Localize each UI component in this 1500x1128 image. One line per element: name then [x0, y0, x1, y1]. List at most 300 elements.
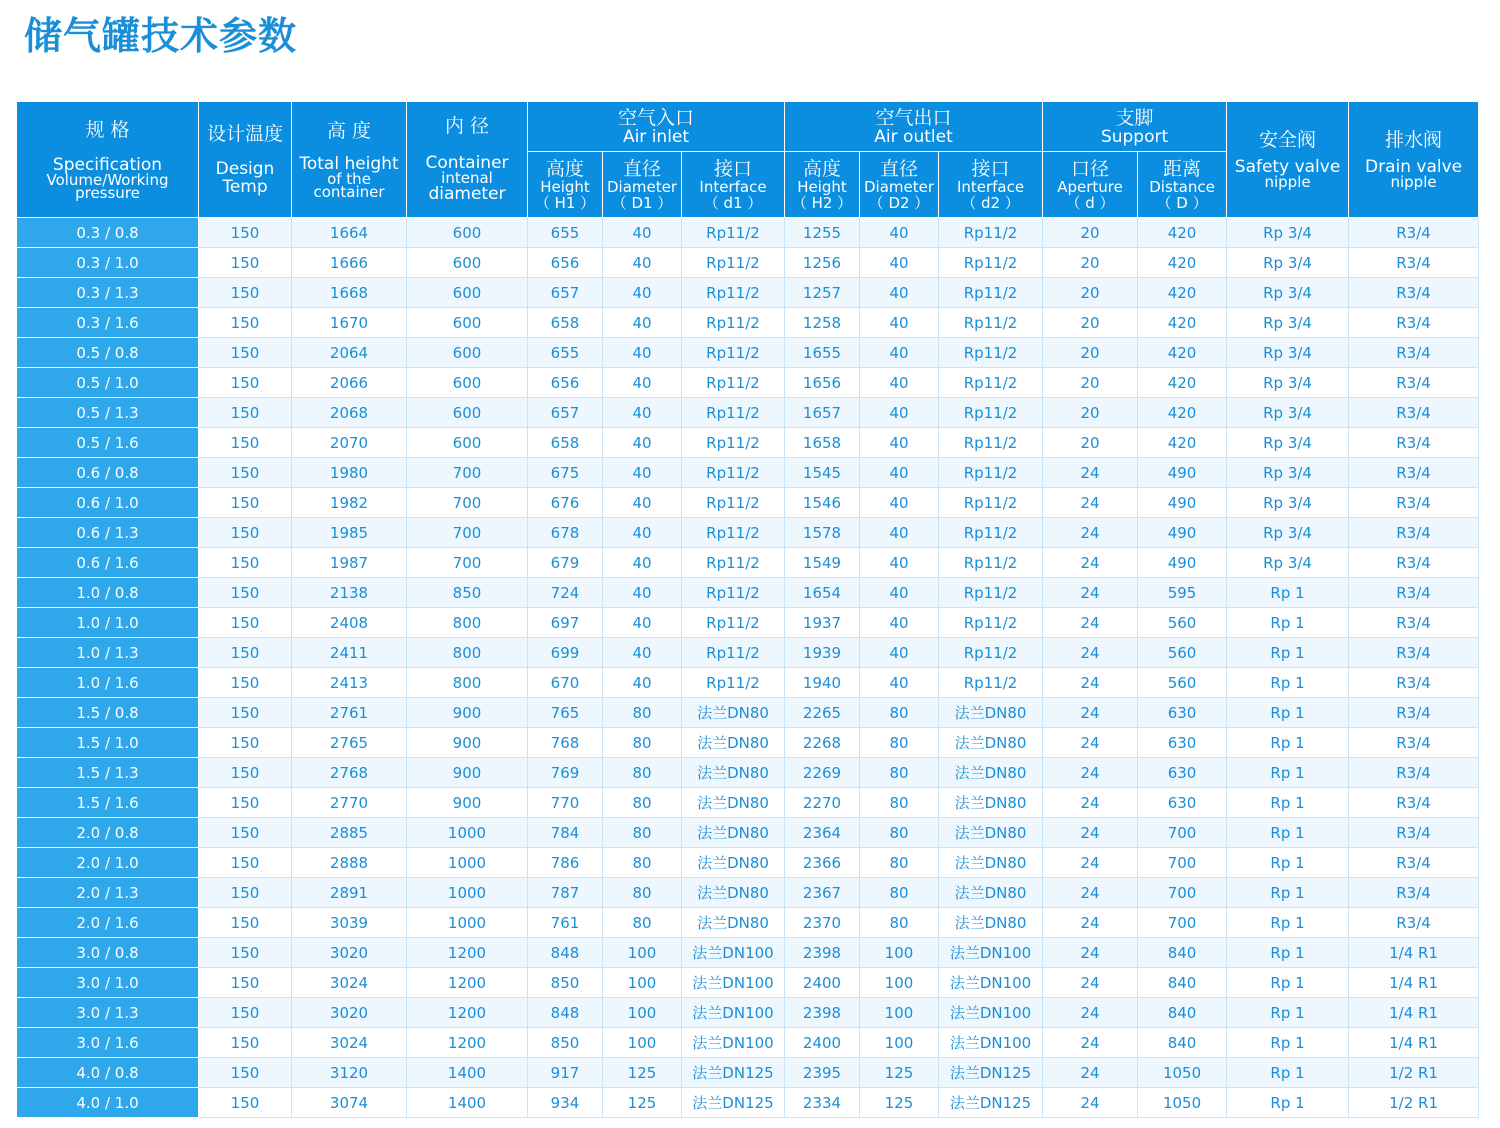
cell-inlet-diameter: 40 [603, 668, 682, 698]
header-support-aperture-sym: （ d ） [1065, 193, 1115, 212]
cell-safety-valve: Rp 1 [1227, 608, 1349, 638]
cell-inner-diameter: 900 [407, 758, 528, 788]
cell-outlet-height: 2366 [785, 848, 860, 878]
cell-spec: 3.0 / 1.0 [17, 968, 199, 998]
cell-inlet-interface: 法兰DN100 [682, 968, 785, 998]
cell-outlet-height: 1937 [785, 608, 860, 638]
header-temp [199, 102, 292, 218]
cell-inlet-height: 724 [528, 578, 603, 608]
header-inlet-diameter-sym: （ D1 ） [611, 193, 673, 212]
cell-inner-diameter: 600 [407, 428, 528, 458]
cell-drain-valve: R3/4 [1349, 548, 1479, 578]
cell-design-temp: 150 [199, 638, 292, 668]
cell-outlet-diameter: 80 [860, 908, 939, 938]
cell-safety-valve: Rp 3/4 [1227, 308, 1349, 338]
cell-outlet-interface: Rp11/2 [939, 368, 1043, 398]
cell-outlet-height: 2334 [785, 1088, 860, 1118]
cell-safety-valve: Rp 1 [1227, 848, 1349, 878]
cell-outlet-interface: 法兰DN100 [939, 998, 1043, 1028]
cell-drain-valve: R3/4 [1349, 428, 1479, 458]
cell-design-temp: 150 [199, 338, 292, 368]
cell-support-aperture: 24 [1043, 548, 1138, 578]
cell-inlet-interface: 法兰DN80 [682, 908, 785, 938]
cell-outlet-diameter: 40 [860, 458, 939, 488]
cell-spec: 1.5 / 0.8 [17, 698, 199, 728]
cell-spec: 2.0 / 0.8 [17, 818, 199, 848]
cell-inlet-diameter: 125 [603, 1088, 682, 1118]
cell-outlet-interface: 法兰DN80 [939, 908, 1043, 938]
table-row [17, 368, 1479, 398]
cell-safety-valve: Rp 1 [1227, 788, 1349, 818]
cell-outlet-diameter: 40 [860, 608, 939, 638]
cell-drain-valve: 1/4 R1 [1349, 938, 1479, 968]
cell-outlet-height: 2398 [785, 938, 860, 968]
table-row [17, 968, 1479, 998]
cell-spec: 1.0 / 0.8 [17, 578, 199, 608]
cell-inlet-diameter: 40 [603, 308, 682, 338]
cell-safety-valve: Rp 3/4 [1227, 338, 1349, 368]
cell-support-aperture: 20 [1043, 428, 1138, 458]
cell-outlet-interface: 法兰DN100 [939, 938, 1043, 968]
cell-outlet-height: 1546 [785, 488, 860, 518]
cell-support-aperture: 20 [1043, 278, 1138, 308]
cell-safety-valve: Rp 3/4 [1227, 278, 1349, 308]
cell-outlet-interface: Rp11/2 [939, 578, 1043, 608]
cell-total-height: 2885 [292, 818, 407, 848]
table-row [17, 908, 1479, 938]
cell-outlet-diameter: 80 [860, 698, 939, 728]
cell-safety-valve: Rp 3/4 [1227, 398, 1349, 428]
cell-outlet-interface: Rp11/2 [939, 458, 1043, 488]
cell-inlet-diameter: 40 [603, 368, 682, 398]
cell-design-temp: 150 [199, 218, 292, 248]
cell-inlet-diameter: 100 [603, 998, 682, 1028]
cell-support-aperture: 24 [1043, 1058, 1138, 1088]
header-safety-zh: 安全阀 [1259, 129, 1317, 151]
cell-spec: 1.5 / 1.3 [17, 758, 199, 788]
table-row [17, 728, 1479, 758]
cell-inlet-interface: Rp11/2 [682, 548, 785, 578]
header-inlet-diameter-en: Diameter [606, 177, 678, 196]
cell-spec: 4.0 / 1.0 [17, 1088, 199, 1118]
cell-inlet-height: 850 [528, 968, 603, 998]
cell-spec: 0.3 / 1.6 [17, 308, 199, 338]
cell-support-aperture: 24 [1043, 518, 1138, 548]
header-outlet-interface-sym: （ d2 ） [961, 193, 1020, 212]
cell-inlet-height: 676 [528, 488, 603, 518]
cell-inner-diameter: 900 [407, 728, 528, 758]
table-row [17, 638, 1479, 668]
cell-inner-diameter: 700 [407, 458, 528, 488]
cell-support-distance: 420 [1138, 368, 1227, 398]
cell-support-distance: 1050 [1138, 1088, 1227, 1118]
header-outlet-diameter-sym: （ D2 ） [868, 193, 930, 212]
cell-outlet-interface: Rp11/2 [939, 608, 1043, 638]
header-height-en-2: of the [327, 169, 371, 188]
header-air-outlet-en: Air outlet [874, 126, 953, 147]
cell-total-height: 2064 [292, 338, 407, 368]
cell-drain-valve: 1/2 R1 [1349, 1058, 1479, 1088]
cell-inlet-interface: 法兰DN80 [682, 818, 785, 848]
cell-outlet-height: 1658 [785, 428, 860, 458]
cell-inlet-height: 761 [528, 908, 603, 938]
cell-design-temp: 150 [199, 578, 292, 608]
table-row [17, 758, 1479, 788]
cell-spec: 4.0 / 0.8 [17, 1058, 199, 1088]
cell-inlet-height: 770 [528, 788, 603, 818]
cell-support-aperture: 24 [1043, 458, 1138, 488]
cell-outlet-diameter: 40 [860, 638, 939, 668]
cell-inlet-interface: Rp11/2 [682, 248, 785, 278]
cell-outlet-interface: Rp11/2 [939, 278, 1043, 308]
header-spec-zh: 规 格 [85, 118, 130, 141]
cell-inlet-diameter: 40 [603, 338, 682, 368]
cell-support-aperture: 24 [1043, 638, 1138, 668]
cell-inlet-height: 670 [528, 668, 603, 698]
cell-inlet-diameter: 100 [603, 1028, 682, 1058]
cell-design-temp: 150 [199, 458, 292, 488]
cell-outlet-diameter: 40 [860, 278, 939, 308]
header-air-inlet-en: Air inlet [622, 126, 690, 147]
cell-outlet-height: 2398 [785, 998, 860, 1028]
cell-drain-valve: 1/4 R1 [1349, 998, 1479, 1028]
cell-inlet-interface: Rp11/2 [682, 488, 785, 518]
cell-outlet-interface: Rp11/2 [939, 518, 1043, 548]
header-inlet-height-sym: （ H1 ） [534, 193, 596, 212]
cell-safety-valve: Rp 1 [1227, 998, 1349, 1028]
cell-inlet-diameter: 100 [603, 938, 682, 968]
header-inlet-interface-en: Interface [699, 177, 767, 196]
header-spec [17, 102, 199, 218]
cell-outlet-interface: Rp11/2 [939, 548, 1043, 578]
cell-support-aperture: 24 [1043, 578, 1138, 608]
cell-design-temp: 150 [199, 308, 292, 338]
cell-design-temp: 150 [199, 1058, 292, 1088]
cell-outlet-height: 1545 [785, 458, 860, 488]
cell-drain-valve: R3/4 [1349, 788, 1479, 818]
cell-total-height: 2768 [292, 758, 407, 788]
cell-outlet-interface: 法兰DN80 [939, 818, 1043, 848]
cell-support-aperture: 24 [1043, 758, 1138, 788]
table-row [17, 488, 1479, 518]
cell-inlet-diameter: 80 [603, 878, 682, 908]
cell-inlet-interface: Rp11/2 [682, 338, 785, 368]
header-outlet-diameter-en: Diameter [863, 177, 935, 196]
header-outlet-interface-en: Interface [956, 177, 1025, 196]
cell-inner-diameter: 800 [407, 668, 528, 698]
header-outlet-diameter-zh: 直径 [879, 157, 918, 180]
cell-total-height: 2408 [292, 608, 407, 638]
cell-outlet-interface: Rp11/2 [939, 338, 1043, 368]
cell-design-temp: 150 [199, 878, 292, 908]
cell-inlet-diameter: 80 [603, 728, 682, 758]
cell-support-aperture: 20 [1043, 338, 1138, 368]
cell-inlet-height: 699 [528, 638, 603, 668]
header-height-zh: 高 度 [326, 119, 372, 142]
cell-drain-valve: R3/4 [1349, 248, 1479, 278]
table-row [17, 608, 1479, 638]
cell-inlet-diameter: 80 [603, 848, 682, 878]
cell-inlet-diameter: 40 [603, 578, 682, 608]
cell-outlet-diameter: 40 [860, 218, 939, 248]
cell-drain-valve: R3/4 [1349, 878, 1479, 908]
cell-outlet-interface: 法兰DN125 [939, 1058, 1043, 1088]
header-diameter [407, 102, 528, 218]
cell-inner-diameter: 1200 [407, 968, 528, 998]
header-air-inlet [528, 102, 785, 152]
cell-drain-valve: R3/4 [1349, 818, 1479, 848]
cell-outlet-height: 1940 [785, 668, 860, 698]
cell-outlet-interface: Rp11/2 [939, 308, 1043, 338]
header-support-zh: 支脚 [1115, 106, 1154, 129]
header-inlet-interface-sym: （ d1 ） [703, 193, 763, 212]
cell-inner-diameter: 700 [407, 518, 528, 548]
cell-spec: 0.3 / 0.8 [17, 218, 199, 248]
cell-drain-valve: 1/4 R1 [1349, 1028, 1479, 1058]
cell-inlet-diameter: 40 [603, 638, 682, 668]
cell-drain-valve: R3/4 [1349, 398, 1479, 428]
header-diameter-en-3: diameter [428, 184, 506, 204]
cell-safety-valve: Rp 1 [1227, 938, 1349, 968]
cell-inlet-height: 657 [528, 278, 603, 308]
cell-inlet-diameter: 40 [603, 518, 682, 548]
cell-drain-valve: R3/4 [1349, 608, 1479, 638]
cell-total-height: 2770 [292, 788, 407, 818]
header-inlet-height-en: Height [540, 177, 590, 196]
cell-support-distance: 630 [1138, 728, 1227, 758]
cell-inlet-interface: Rp11/2 [682, 638, 785, 668]
table-body [17, 218, 1479, 1118]
cell-outlet-height: 1256 [785, 248, 860, 278]
table-row [17, 938, 1479, 968]
header-support-distance [1138, 152, 1227, 218]
cell-inlet-interface: 法兰DN100 [682, 998, 785, 1028]
cell-inner-diameter: 800 [407, 638, 528, 668]
cell-outlet-interface: 法兰DN100 [939, 1028, 1043, 1058]
cell-inlet-height: 658 [528, 428, 603, 458]
cell-support-distance: 700 [1138, 818, 1227, 848]
cell-safety-valve: Rp 1 [1227, 698, 1349, 728]
cell-drain-valve: R3/4 [1349, 308, 1479, 338]
cell-spec: 1.0 / 1.0 [17, 608, 199, 638]
header-outlet-height-zh: 高度 [802, 157, 841, 180]
cell-total-height: 3020 [292, 938, 407, 968]
cell-design-temp: 150 [199, 428, 292, 458]
cell-drain-valve: R3/4 [1349, 698, 1479, 728]
cell-spec: 2.0 / 1.6 [17, 908, 199, 938]
cell-support-distance: 630 [1138, 788, 1227, 818]
table-row [17, 218, 1479, 248]
cell-drain-valve: 1/4 R1 [1349, 968, 1479, 998]
header-support [1043, 102, 1227, 152]
cell-inlet-interface: 法兰DN80 [682, 728, 785, 758]
cell-outlet-height: 2268 [785, 728, 860, 758]
cell-support-distance: 420 [1138, 278, 1227, 308]
cell-outlet-diameter: 40 [860, 548, 939, 578]
cell-total-height: 1668 [292, 278, 407, 308]
cell-safety-valve: Rp 1 [1227, 1058, 1349, 1088]
cell-spec: 2.0 / 1.0 [17, 848, 199, 878]
table-row [17, 548, 1479, 578]
header-inlet-interface [682, 152, 785, 218]
cell-safety-valve: Rp 3/4 [1227, 548, 1349, 578]
cell-inlet-height: 655 [528, 218, 603, 248]
cell-drain-valve: R3/4 [1349, 518, 1479, 548]
cell-inlet-interface: 法兰DN80 [682, 758, 785, 788]
cell-support-distance: 490 [1138, 548, 1227, 578]
cell-spec: 0.6 / 0.8 [17, 458, 199, 488]
cell-spec: 0.5 / 1.0 [17, 368, 199, 398]
header-inlet-interface-zh: 接口 [713, 157, 752, 180]
cell-support-distance: 840 [1138, 938, 1227, 968]
cell-support-aperture: 20 [1043, 368, 1138, 398]
cell-inlet-diameter: 40 [603, 488, 682, 518]
cell-design-temp: 150 [199, 368, 292, 398]
cell-safety-valve: Rp 3/4 [1227, 368, 1349, 398]
cell-safety-valve: Rp 3/4 [1227, 488, 1349, 518]
table-row [17, 308, 1479, 338]
cell-design-temp: 150 [199, 758, 292, 788]
cell-inner-diameter: 1000 [407, 848, 528, 878]
header-drain-en-2: nipple [1390, 173, 1437, 191]
cell-inner-diameter: 1200 [407, 938, 528, 968]
cell-safety-valve: Rp 3/4 [1227, 218, 1349, 248]
cell-inlet-height: 697 [528, 608, 603, 638]
cell-total-height: 3024 [292, 1028, 407, 1058]
cell-inlet-height: 658 [528, 308, 603, 338]
cell-inlet-diameter: 80 [603, 698, 682, 728]
header-safety-valve [1227, 102, 1349, 218]
header-temp-en-1: Design [215, 158, 275, 179]
cell-outlet-diameter: 40 [860, 488, 939, 518]
cell-total-height: 2068 [292, 398, 407, 428]
cell-outlet-diameter: 40 [860, 518, 939, 548]
table-row [17, 518, 1479, 548]
cell-safety-valve: Rp 3/4 [1227, 248, 1349, 278]
cell-outlet-height: 2364 [785, 818, 860, 848]
cell-outlet-interface: 法兰DN80 [939, 878, 1043, 908]
header-air-outlet-zh: 空气出口 [875, 106, 952, 129]
cell-support-aperture: 24 [1043, 668, 1138, 698]
spec-table [16, 101, 1479, 1118]
cell-drain-valve: R3/4 [1349, 758, 1479, 788]
cell-support-distance: 560 [1138, 668, 1227, 698]
cell-inlet-height: 917 [528, 1058, 603, 1088]
cell-spec: 2.0 / 1.3 [17, 878, 199, 908]
cell-outlet-interface: Rp11/2 [939, 218, 1043, 248]
cell-inner-diameter: 1000 [407, 878, 528, 908]
cell-design-temp: 150 [199, 698, 292, 728]
header-diameter-en-1: Container [425, 153, 509, 173]
cell-spec: 3.0 / 1.3 [17, 998, 199, 1028]
cell-total-height: 1666 [292, 248, 407, 278]
cell-support-distance: 700 [1138, 908, 1227, 938]
cell-support-aperture: 24 [1043, 698, 1138, 728]
header-spec-en-2: Volume/Working [46, 170, 169, 189]
cell-support-distance: 1050 [1138, 1058, 1227, 1088]
cell-drain-valve: R3/4 [1349, 668, 1479, 698]
cell-safety-valve: Rp 1 [1227, 1088, 1349, 1118]
cell-outlet-interface: 法兰DN125 [939, 1088, 1043, 1118]
cell-outlet-height: 1657 [785, 398, 860, 428]
cell-inlet-interface: 法兰DN80 [682, 848, 785, 878]
cell-inlet-diameter: 100 [603, 968, 682, 998]
cell-inlet-interface: Rp11/2 [682, 218, 785, 248]
cell-spec: 0.3 / 1.0 [17, 248, 199, 278]
cell-inlet-interface: 法兰DN125 [682, 1088, 785, 1118]
header-spec-en-1: Specification [52, 154, 163, 175]
header-diameter-en-2: intenal [441, 169, 493, 187]
cell-safety-valve: Rp 1 [1227, 968, 1349, 998]
cell-inlet-height: 656 [528, 368, 603, 398]
cell-inlet-height: 679 [528, 548, 603, 578]
cell-design-temp: 150 [199, 278, 292, 308]
cell-support-distance: 490 [1138, 488, 1227, 518]
cell-inner-diameter: 900 [407, 698, 528, 728]
cell-design-temp: 150 [199, 1088, 292, 1118]
cell-inlet-height: 787 [528, 878, 603, 908]
header-height [292, 102, 407, 218]
cell-design-temp: 150 [199, 938, 292, 968]
cell-spec: 1.5 / 1.0 [17, 728, 199, 758]
cell-spec: 0.5 / 1.3 [17, 398, 199, 428]
cell-inlet-diameter: 125 [603, 1058, 682, 1088]
cell-safety-valve: Rp 1 [1227, 578, 1349, 608]
cell-support-distance: 420 [1138, 248, 1227, 278]
cell-design-temp: 150 [199, 728, 292, 758]
cell-outlet-diameter: 100 [860, 998, 939, 1028]
cell-outlet-height: 1654 [785, 578, 860, 608]
header-outlet-height-en: Height [797, 177, 847, 196]
cell-support-aperture: 24 [1043, 998, 1138, 1028]
cell-outlet-height: 2395 [785, 1058, 860, 1088]
cell-total-height: 3020 [292, 998, 407, 1028]
cell-outlet-height: 2400 [785, 1028, 860, 1058]
cell-inner-diameter: 1400 [407, 1058, 528, 1088]
cell-inlet-height: 769 [528, 758, 603, 788]
table-row [17, 788, 1479, 818]
cell-inlet-height: 850 [528, 1028, 603, 1058]
cell-design-temp: 150 [199, 398, 292, 428]
cell-support-distance: 630 [1138, 758, 1227, 788]
header-inlet-height-zh: 高度 [545, 157, 584, 180]
cell-support-distance: 840 [1138, 998, 1227, 1028]
cell-support-aperture: 20 [1043, 218, 1138, 248]
cell-outlet-interface: Rp11/2 [939, 668, 1043, 698]
cell-total-height: 3039 [292, 908, 407, 938]
cell-support-aperture: 20 [1043, 308, 1138, 338]
page-title: 储气罐技术参数 [24, 14, 298, 58]
cell-safety-valve: Rp 1 [1227, 1028, 1349, 1058]
cell-safety-valve: Rp 1 [1227, 878, 1349, 908]
cell-spec: 0.5 / 0.8 [17, 338, 199, 368]
cell-inlet-height: 784 [528, 818, 603, 848]
cell-outlet-diameter: 80 [860, 878, 939, 908]
cell-outlet-diameter: 80 [860, 758, 939, 788]
header-spec-en-3: pressure [75, 183, 140, 202]
cell-support-aperture: 24 [1043, 848, 1138, 878]
cell-inlet-interface: Rp11/2 [682, 578, 785, 608]
cell-design-temp: 150 [199, 518, 292, 548]
cell-support-aperture: 24 [1043, 818, 1138, 848]
table-row [17, 458, 1479, 488]
cell-drain-valve: 1/2 R1 [1349, 1088, 1479, 1118]
cell-spec: 1.0 / 1.6 [17, 668, 199, 698]
cell-support-aperture: 20 [1043, 398, 1138, 428]
cell-total-height: 3074 [292, 1088, 407, 1118]
cell-inner-diameter: 900 [407, 788, 528, 818]
cell-inlet-interface: Rp11/2 [682, 368, 785, 398]
